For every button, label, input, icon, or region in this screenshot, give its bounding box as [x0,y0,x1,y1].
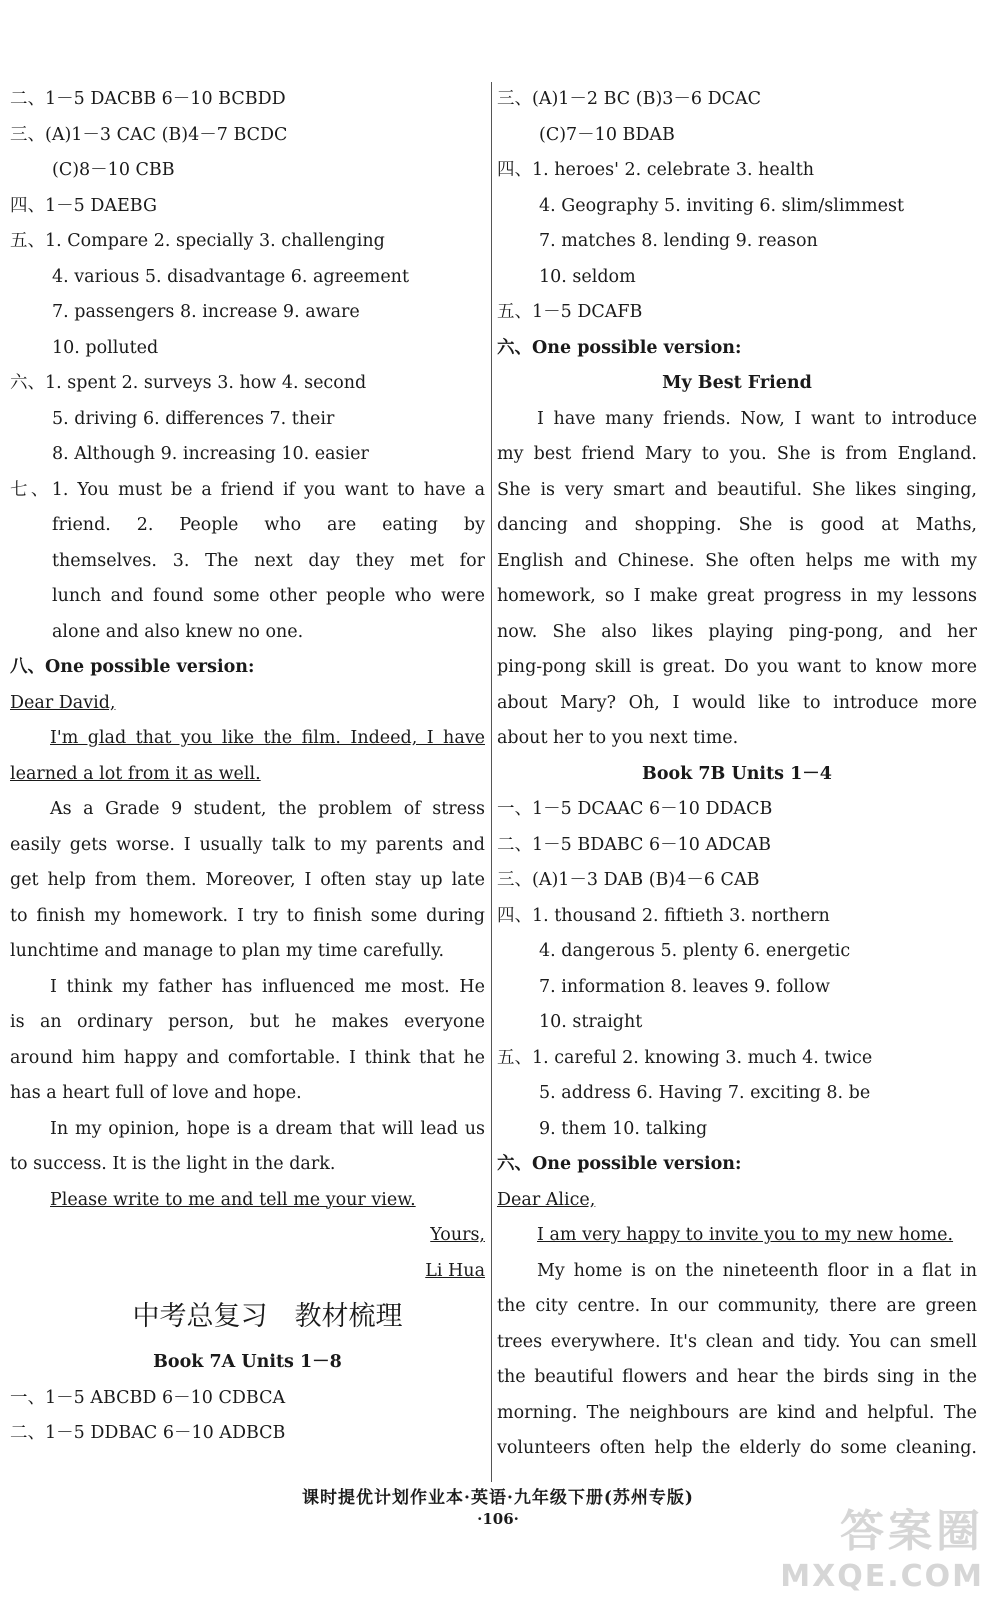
answer-line: 三、(A)1－2 BC (B)3－6 DCAC [497,89,762,109]
answer-line: 五、1－5 DCAFB [497,302,643,322]
answer-line: the city centre. In our community, there are green [497,1296,977,1316]
underlined-text: Please write to me and tell me your view. [50,1189,416,1210]
answer-line: My home is on the nineteenth floor in a flat in [537,1260,977,1281]
answer-line: 4. various 5. disadvantage 6. agreement [52,266,409,287]
answer-line: As a Grade 9 student, the problem of stress [50,799,485,819]
answer-line: 10. seldom [539,266,636,287]
answer-line: 四、1－5 DAEBG [10,195,157,216]
answer-line: 三、(A)1－3 CAC (B)4－7 BCDC [10,124,288,145]
answer-line: 五、1. careful 2. knowing 3. much 4. twice [497,1047,873,1068]
answer-line: lunchtime and manage to plan my time carefully. [10,941,445,961]
underlined-text: Dear David, [10,692,116,713]
answer-line: My Best Friend [662,373,812,393]
answer-line: trees everywhere. It's clean and tidy. You can smell [497,1331,977,1352]
left-column [10,82,485,1452]
answer-line: get help from them. Moreover, I often stay up late [10,870,485,890]
answer-line: is an ordinary person, but he makes everyone [10,1012,485,1032]
answer-line: 5. driving 6. differences 7. their [52,408,335,429]
answer-line: Book 7B Units 1－4 [642,763,832,784]
answer-line: to finish my homework. I try to finish some during [10,905,485,926]
footer-book-title: 课时提优计划作业本·英语·九年级下册(苏州专版) [302,1488,694,1508]
answer-line: homework, so I make great progress in my lessons [497,586,977,606]
answer-line: 4. Geography 5. inviting 6. slim/slimmest [539,195,904,216]
answer-line: In my opinion, hope is a dream that will lead us [50,1118,485,1139]
answer-line: 八、One possible version: [10,657,255,677]
answer-line: the beautiful flowers and hear the birds sing in the [497,1367,977,1387]
answer-line: 7. matches 8. lending 9. reason [539,231,818,251]
answer-line: 9. them 10. talking [539,1118,708,1139]
answer-line: 七、1. You must be a friend if you want to have a [10,479,485,500]
answer-line: 8. Although 9. increasing 10. easier [52,444,369,464]
answer-line: 5. address 6. Having 7. exciting 8. be [539,1083,871,1103]
column-divider [491,82,492,1482]
answer-line: 六、One possible version: [497,337,742,358]
underlined-text: I am very happy to invite you to my new home. [537,1225,954,1245]
answer-line: ping-pong skill is great. Do you want to know more [497,657,977,677]
answer-line: volunteers often help the elderly do some cleaning. [497,1438,977,1458]
answer-line: She is very smart and beautiful. She likes singing, [497,479,977,500]
answer-line [10,757,485,793]
answer-line: 10. polluted [52,337,159,358]
underlined-text: learned a lot from it as well. [10,763,261,784]
answer-line: (C)8－10 CBB [52,160,175,180]
answer-line: 四、1. thousand 2. fiftieth 3. northern [497,905,830,926]
answer-line: 二、1－5 DACBB 6－10 BCBDD [10,89,286,109]
answer-line: 四、1. heroes' 2. celebrate 3. health [497,160,815,180]
section-title: 中考总复习 教材梳理 [132,1301,403,1332]
page-number: ·106· [477,1510,519,1528]
answer-line: to success. It is the light in the dark. [10,1154,336,1174]
answer-line: alone and also knew no one. [52,621,304,642]
underlined-text: Yours, [430,1225,485,1245]
answer-line: about her to you next time. [497,728,739,748]
watermark-logo [780,1495,984,1594]
underlined-text: Dear Alice, [497,1189,596,1210]
answer-line: easily gets worse. I usually talk to my parents and [10,834,485,855]
answer-line: I have many friends. Now, I want to introduce [537,408,977,429]
answer-line: around him happy and comfortable. I think that he [10,1047,485,1068]
underlined-text: I'm glad that you like the film. Indeed, I have [50,728,485,748]
answer-line: dancing and shopping. She is good at Maths, [497,515,977,535]
answer-line: 一、1－5 ABCBD 6－10 CDBCA [10,1387,286,1408]
answer-line: now. She also likes playing ping-pong, and her [497,621,977,642]
answer-line [10,721,485,757]
answer-line: themselves. 3. The next day they met for [52,550,485,571]
answer-line: 五、1. Compare 2. specially 3. challenging [10,231,385,251]
answer-line: English and Chinese. She often helps me with my [497,550,977,571]
answer-line [10,686,485,722]
answer-line: I think my father has influenced me most. He [50,976,485,997]
right-column [497,82,977,1467]
watermark-url: MXQE.COM [780,1559,984,1594]
answer-line: lunch and found some other people who were [52,586,485,606]
answer-line: 7. information 8. leaves 9. follow [539,976,830,997]
answer-line [497,1183,977,1219]
answer-line: 六、One possible version: [497,1154,742,1174]
answer-line: 六、1. spent 2. surveys 3. how 4. second [10,373,367,393]
answer-line: (C)7－10 BDAB [539,124,675,145]
answer-line: 一、1－5 DCAAC 6－10 DDACB [497,799,773,819]
answer-line: has a heart full of love and hope. [10,1083,302,1103]
answer-line: 10. straight [539,1012,643,1032]
answer-line: Book 7A Units 1－8 [153,1352,342,1372]
answer-line [10,1254,485,1290]
answer-line: friend. 2. People who are eating by [52,515,485,535]
answer-line [497,1218,977,1254]
answer-line: 4. dangerous 5. plenty 6. energetic [539,941,851,961]
answer-line: my best friend Mary to you. She is from England. [497,444,977,464]
answer-line: 三、(A)1－3 DAB (B)4－6 CAB [497,870,760,890]
underlined-text: Li Hua [425,1260,485,1281]
answer-line: 7. passengers 8. increase 9. aware [52,302,360,322]
answer-line: about Mary? Oh, I would like to introduce more [497,692,977,713]
answer-line: 二、1－5 BDABC 6－10 ADCAB [497,834,772,855]
answer-line: 二、1－5 DDBAC 6－10 ADBCB [10,1423,286,1443]
answer-line [10,1218,485,1254]
watermark-text: 答案圈 [840,1506,984,1557]
answer-line [10,1183,485,1219]
answer-line: morning. The neighbours are kind and helpful. The [497,1402,977,1423]
